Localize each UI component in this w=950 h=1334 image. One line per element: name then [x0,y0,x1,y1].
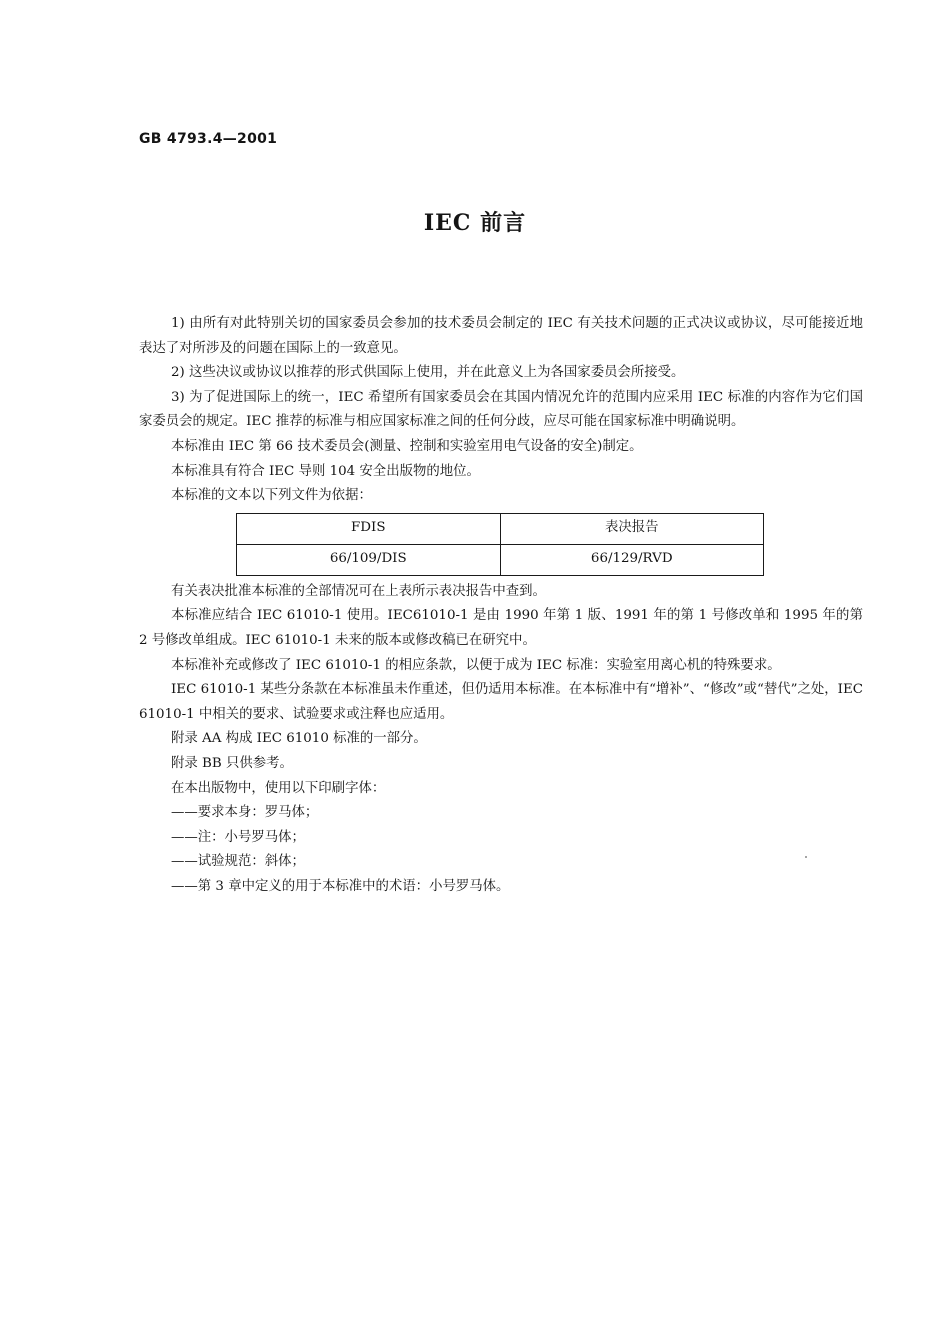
paragraph-4: 本标准由 IEC 第 66 技术委员会(测量、控制和实验室用电气设备的安全)制定。 [171,438,643,454]
paragraph-9: 本标准补充或修改了 IEC 61010-1 的相应条款，以便于成为 IEC 标准：实验室用离心机的特殊要求。 [171,657,781,673]
paragraph-10: IEC 61010-1 某些分条款在本标准虽未作重述，但仍适用本标准。在本标准中有“增补”、“修改”或“替代”之处，IEC 61010-1 中相关的要求、试验要求或注释也应适用。 [139,682,863,722]
list-item: ——第 3 章中定义的用于本标准中的术语：小号罗马体。 [171,878,510,894]
list-item: ——试验规范：斜体； [171,854,305,870]
table-header-cell: FDIS [237,513,501,544]
paragraph-6: 本标准的文本以下列文件为依据： [171,488,372,504]
table-row [237,544,764,575]
page-title: IEC 前言 [423,210,527,236]
paragraph-11: 附录 AA 构成 IEC 61010 标准的一部分。 [171,731,427,747]
list-item: ——注：小号罗马体； [171,829,305,845]
table-header-row [237,513,764,544]
paragraph-5: 本标准具有符合 IEC 导则 104 安全出版物的地位。 [171,463,480,479]
paragraph-7: 有关表决批准本标准的全部情况可在上表所示表决报告中查到。 [171,583,546,599]
table-header-cell: 表决报告 [500,513,764,544]
table-cell: 66/109/DIS [237,544,501,575]
paragraph-1: 1) 由所有对此特别关切的国家委员会参加的技术委员会制定的 IEC 有关技术问题的正式决议或协议，尽可能接近地表达了对所涉及的问题在国际上的一致意见。 [139,316,863,356]
paragraph-2: 2) 这些决议或协议以推荐的形式供国际上使用，并在此意义上为各国家委员会所接受。 [171,365,685,381]
scan-speck [805,856,807,858]
paragraph-12: 附录 BB 只供参考。 [171,755,293,771]
vote-table [236,513,764,576]
foreword-body [139,312,863,899]
standard-code: GB 4793.4—2001 [139,131,278,147]
paragraph-13: 在本出版物中，使用以下印刷字体： [171,780,386,796]
paragraph-3: 3) 为了促进国际上的统一，IEC 希望所有国家委员会在其国内情况允许的范围内应采用 IEC 标准的内容作为它们国家委员会的规定。IEC 推荐的标准与相应国家标准之间的任何分歧，应尽可能在国家标准中明确说明。 [139,389,863,430]
paragraph-8: 本标准应结合 IEC 61010-1 使用。IEC61010-1 是由 1990 年第 1 版、1991 年的第 1 号修改单和 1995 年的第 2 号修改单组成。IEC 61010-1 未来的版本或修改稿已在研究中。 [139,608,863,648]
table-cell: 66/129/RVD [500,544,764,575]
list-item: ——要求本身：罗马体； [171,805,319,821]
